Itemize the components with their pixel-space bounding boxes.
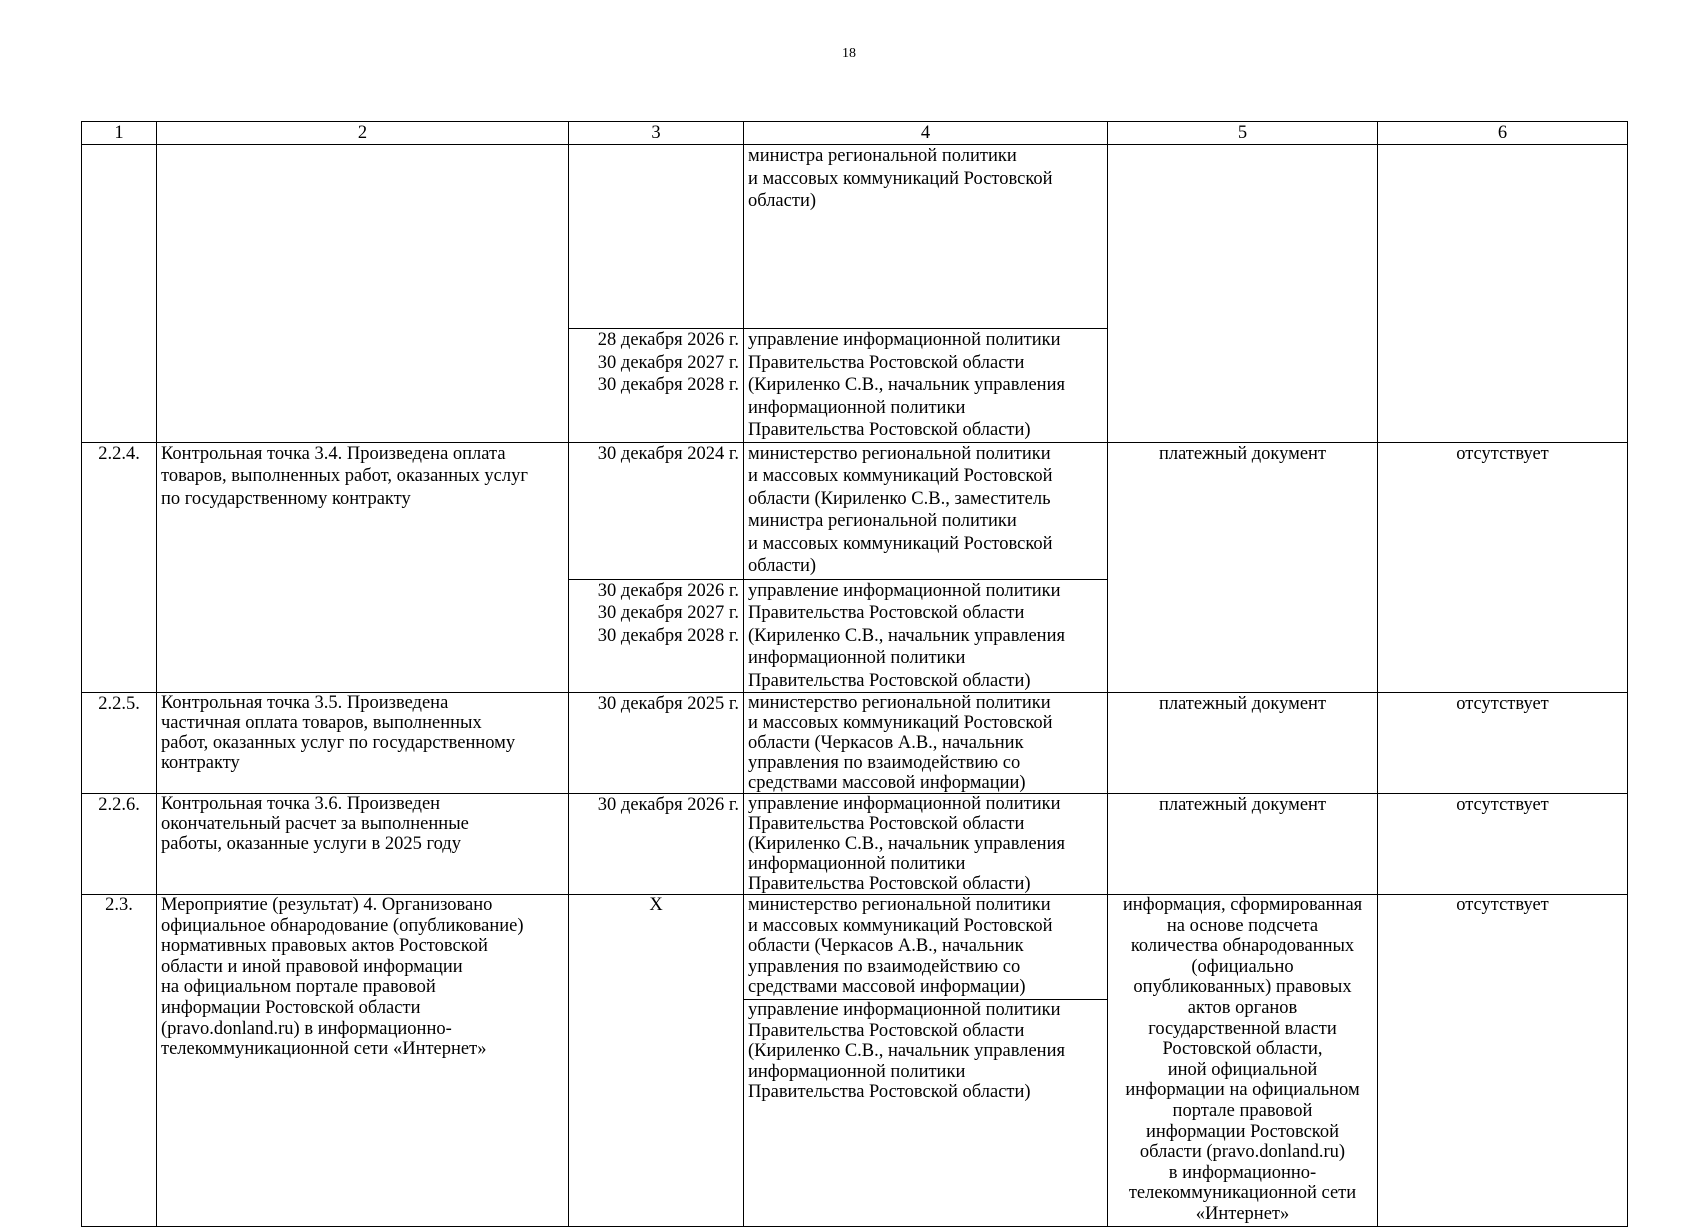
row-title: Мероприятие (результат) 4. Организовано официальное обнародование (опубликование) нормативных правовых актов Ростовской области и иной правовой информации на официальном портале правовой информации Ростовской области (pravo.donland.ru) в информационно- телекоммуникационной сети «Интернет» (157, 895, 569, 1227)
row-document: платежный документ (1108, 693, 1378, 794)
row-title: Контрольная точка 3.4. Произведена оплата товаров, выполненных работ, оказанных услуг по государственному контракту (157, 442, 569, 693)
column-header: 2 (157, 122, 569, 145)
table-row (82, 693, 1628, 794)
table-row (82, 145, 1628, 329)
row-number (82, 145, 157, 443)
column-header: 1 (82, 122, 157, 145)
column-header: 6 (1378, 122, 1628, 145)
row-status (1378, 145, 1628, 443)
row-dates: 30 декабря 2025 г. (569, 693, 744, 794)
row-responsible: управление информационной политики Правительства Ростовской области (Кириленко С.В., начальник управления информационной политики Правительства Ростовской области) (744, 579, 1108, 693)
row-dates: 30 декабря 2026 г. (569, 794, 744, 895)
row-title (157, 145, 569, 443)
row-dates: 30 декабря 2024 г. (569, 442, 744, 579)
row-number: 2.2.5. (82, 693, 157, 794)
row-dates: 28 декабря 2026 г. 30 декабря 2027 г. 30 декабря 2028 г. (569, 329, 744, 443)
row-document (1108, 145, 1378, 443)
row-title: Контрольная точка 3.6. Произведен окончательный расчет за выполненные работы, оказанные услуги в 2025 году (157, 794, 569, 895)
row-dates (569, 145, 744, 329)
row-dates: X (569, 895, 744, 1227)
row-responsible: министра региональной политики и массовых коммуникаций Ростовской области) (744, 145, 1108, 329)
row-responsible: управление информационной политики Правительства Ростовской области (Кириленко С.В., начальник управления информационной политики Правительства Ростовской области) (744, 329, 1108, 443)
row-number: 2.3. (82, 895, 157, 1227)
column-header: 4 (744, 122, 1108, 145)
row-title: Контрольная точка 3.5. Произведена частичная оплата товаров, выполненных работ, оказанных услуг по государственному контракту (157, 693, 569, 794)
row-status: отсутствует (1378, 442, 1628, 693)
row-number: 2.2.6. (82, 794, 157, 895)
row-responsible: министерство региональной политики и массовых коммуникаций Ростовской области (Кириленко С.В., заместитель министра региональной политики и массовых коммуникаций Ростовской области) (744, 442, 1108, 579)
table-row (82, 442, 1628, 579)
column-header: 5 (1108, 122, 1378, 145)
row-number: 2.2.4. (82, 442, 157, 693)
row-responsible: управление информационной политики Правительства Ростовской области (Кириленко С.В., начальник управления информационной политики Правительства Ростовской области) (744, 1000, 1108, 1227)
page-number: 18 (842, 46, 856, 61)
row-status: отсутствует (1378, 794, 1628, 895)
row-responsible: управление информационной политики Правительства Ростовской области (Кириленко С.В., начальник управления информационной политики Правительства Ростовской области) (744, 794, 1108, 895)
row-document: платежный документ (1108, 794, 1378, 895)
row-status: отсутствует (1378, 895, 1628, 1227)
row-document: информация, сформированная на основе подсчета количества обнародованных (официально опубликованных) правовых актов органов государственной власти Ростовской области, иной официальной информации на официальном портале правовой информации Ростовской области (pravo.donland.ru) в информационно- телекоммуникационной сети «Интернет» (1108, 895, 1378, 1227)
table-row (82, 794, 1628, 895)
row-document: платежный документ (1108, 442, 1378, 693)
table-header-row (82, 122, 1628, 145)
row-dates: 30 декабря 2026 г. 30 декабря 2027 г. 30 декабря 2028 г. (569, 579, 744, 693)
row-responsible: министерство региональной политики и массовых коммуникаций Ростовской области (Черкасов А.В., начальник управления по взаимодействию со средствами массовой информации) (744, 693, 1108, 794)
measures-table (81, 121, 1628, 1227)
row-status: отсутствует (1378, 693, 1628, 794)
column-header: 3 (569, 122, 744, 145)
table-row (82, 895, 1628, 1000)
row-responsible: министерство региональной политики и массовых коммуникаций Ростовской области (Черкасов А.В., начальник управления по взаимодействию со средствами массовой информации) (744, 895, 1108, 1000)
